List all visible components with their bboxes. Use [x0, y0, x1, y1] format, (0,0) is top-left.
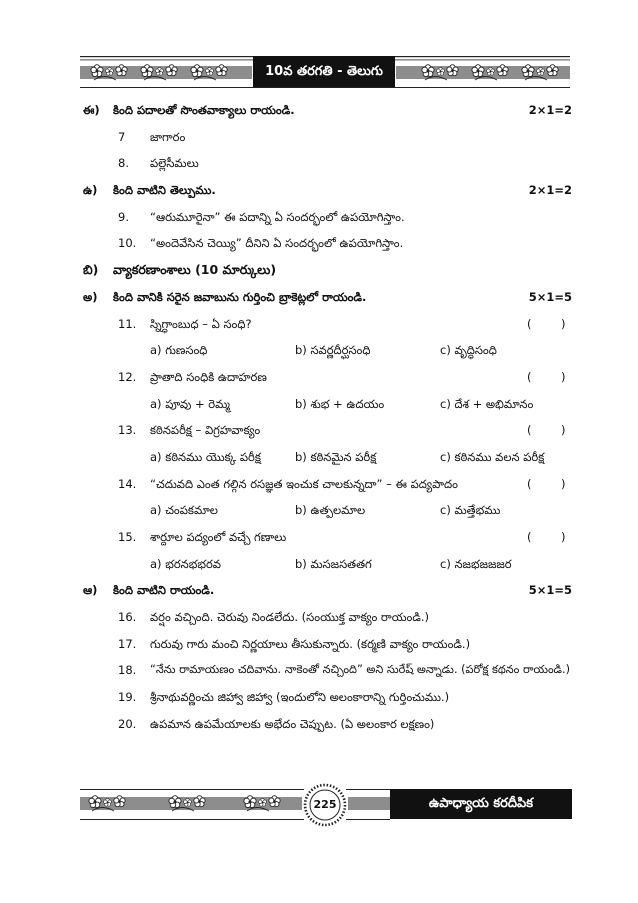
question-number: 11. [118, 316, 137, 331]
mcq-question [80, 524, 572, 551]
question-item [80, 230, 572, 257]
question-item [80, 204, 572, 231]
question-text: వర్షం వచ్చింది. చెరువు నిండలేదు. (సంయుక్త వాక్యం రాయండి.) [150, 610, 429, 625]
marks-label: 2×1=2 [528, 183, 572, 198]
question-number: 18. [118, 663, 137, 678]
marks-label: 5×1=5 [528, 289, 572, 304]
option-a: a) భరనభభరవ [150, 556, 221, 571]
question-number: 8. [118, 156, 129, 171]
footer-left-band [80, 797, 302, 810]
question-number: 15. [118, 530, 137, 544]
option-c: c) కఠినము వలన పరీక్ష [440, 449, 545, 464]
section-label: ఉ) [83, 183, 98, 198]
question-number: 9. [118, 209, 129, 224]
answer-bracket-open: ( [527, 476, 532, 491]
option-a: a) గుణసంధి [150, 343, 208, 358]
answer-bracket-close: ) [561, 476, 566, 491]
header-bottom-rule [80, 87, 570, 88]
question-text: ఉపమాన ఉపమేయాలకు అభేదం చెప్పుట. (ఏ అలంకార లక్షణం) [150, 716, 435, 731]
option-a: a) కఠినము యొక్క పరీక్ష [150, 449, 261, 464]
option-c: c) దేశ + అభిమానం [440, 396, 534, 411]
question-text: శార్దూల పద్యంలో వచ్చే గణాలు [150, 530, 287, 544]
question-text: “నేను రామాయణం చదివాను. నాకెంతో నచ్చింది” అని సురేష్ అన్నాడు. (పరోక్ష కథనం రాయండి.) [150, 663, 570, 677]
question-item [80, 711, 572, 738]
answer-bracket-open: ( [527, 530, 532, 544]
book-title: ఉపాధ్యాయ కరదీపిక [428, 796, 534, 811]
mcq-question [80, 471, 572, 498]
footer-middle-band [348, 797, 390, 810]
question-text: ప్రాతాది సంధికి ఉదాహరణ [150, 369, 267, 384]
section-label: ఆ) [83, 583, 98, 598]
section-instruction: కింది వాటిని రాయండి. [113, 583, 215, 598]
part-b-heading [80, 257, 572, 284]
mcq-question [80, 417, 572, 444]
section-instruction: కింది వానికి సరైన జవాబును గుర్తించి బ్రాకెట్లలో రాయండి. [113, 289, 367, 304]
answer-bracket-close: ) [561, 316, 566, 331]
option-b: b) మసజసతతగ [295, 556, 372, 571]
header-title: 10వ తరగతి - తెలుగు [265, 64, 383, 79]
mcq-options [80, 391, 572, 418]
mcq-options [80, 444, 572, 471]
question-number: 17. [118, 636, 137, 651]
question-text: కఠినపరీక్ష – విగ్రహవాక్యం [150, 423, 261, 438]
question-item [80, 124, 572, 151]
marks-label: 5×1=5 [528, 583, 572, 598]
section-instruction: కింది పదాలతో సొంతవాక్యాలు రాయండి. [113, 103, 295, 117]
question-item [80, 604, 572, 631]
question-text: శ్రీనాథువర్ణించు జిహ్వా జిహ్వా (ఇందులోని అలంకారాన్ని గుర్తించుము.) [150, 690, 450, 705]
question-number: 19. [118, 690, 137, 705]
question-text: పల్లెసీమలు [150, 156, 199, 171]
answer-bracket-open: ( [527, 369, 532, 384]
option-c: c) మత్తేభము [440, 503, 501, 518]
marks-label: 2×1=2 [528, 103, 572, 117]
page-header-banner [80, 56, 570, 90]
footer-top-rule [346, 789, 390, 790]
page-number: 225 [313, 798, 337, 811]
option-a: a) చంపకమాల [150, 503, 218, 518]
answer-bracket-close: ) [561, 530, 566, 544]
section-instruction: కింది వాటిని తెల్పుము. [113, 183, 216, 198]
question-text: స్నిగ్ధాంబుధ – ఏ సంధి? [150, 316, 252, 331]
section-u-heading [80, 177, 572, 204]
answer-bracket-open: ( [527, 316, 532, 331]
page-footer-banner [80, 783, 572, 827]
answer-bracket-close: ) [561, 369, 566, 384]
part-label: బి) [83, 262, 99, 278]
option-a: a) పూవు + రెమ్మ [150, 396, 230, 411]
question-item [80, 657, 572, 684]
question-item [80, 150, 572, 177]
question-text: జాగారం [150, 129, 186, 144]
question-number: 16. [118, 610, 137, 625]
footer-top-rule [80, 789, 304, 790]
question-item [80, 631, 572, 658]
footer-bottom-rule [346, 819, 390, 820]
option-c: c) వృద్ధిసంధి [440, 343, 497, 358]
question-text: “ఆరుమూరైనా” ఈ పదాన్ని ఏ సందర్భంలో ఉపయోగిస్తాం. [150, 209, 405, 224]
option-b: b) కఠినమైన పరీక్ష [295, 449, 377, 464]
question-number: 20. [118, 716, 137, 731]
mcq-options [80, 337, 572, 364]
option-c: c) నజభజజజర [440, 556, 512, 571]
question-number: 14. [118, 476, 137, 491]
section-label: అ) [83, 289, 98, 304]
section-label: ఈ) [83, 103, 100, 117]
part-title: వ్యాకరణాంశాలు (10 మార్కులు) [113, 262, 277, 278]
question-content [80, 97, 572, 738]
answer-bracket-open: ( [527, 423, 532, 438]
question-number: 10. [118, 236, 137, 251]
section-ee-heading [80, 97, 572, 124]
question-number: 13. [118, 423, 137, 438]
option-b: b) సవర్ణదీర్ఘసంధి [295, 343, 371, 358]
question-item [80, 684, 572, 711]
question-text: “చదువది ఎంత గల్గిన రసజ్ఞత ఇంచుక చాలకున్నదా” – ఈ పద్యపాదం [150, 476, 458, 491]
question-text: గురువు గారు మంచి నిర్ణయాలు తీసుకున్నారు. (కర్మణి వాక్యం రాయండి.) [150, 636, 471, 651]
mcq-options [80, 551, 572, 578]
mcq-question [80, 364, 572, 391]
question-text: “అందెవేసిన చెయ్యి” దీనిని ఏ సందర్భంలో ఉపయోగిస్తాం. [150, 236, 404, 251]
option-b: b) శుభ + ఉదయం [295, 396, 385, 411]
question-number: 7 [118, 129, 126, 144]
option-b: b) ఉత్పలమాల [295, 503, 366, 518]
mcq-options [80, 497, 572, 524]
section-a-heading [80, 284, 572, 311]
mcq-question [80, 311, 572, 338]
footer-bottom-rule [80, 819, 304, 820]
question-number: 12. [118, 369, 137, 384]
answer-bracket-close: ) [561, 423, 566, 438]
section-aa-heading [80, 577, 572, 604]
